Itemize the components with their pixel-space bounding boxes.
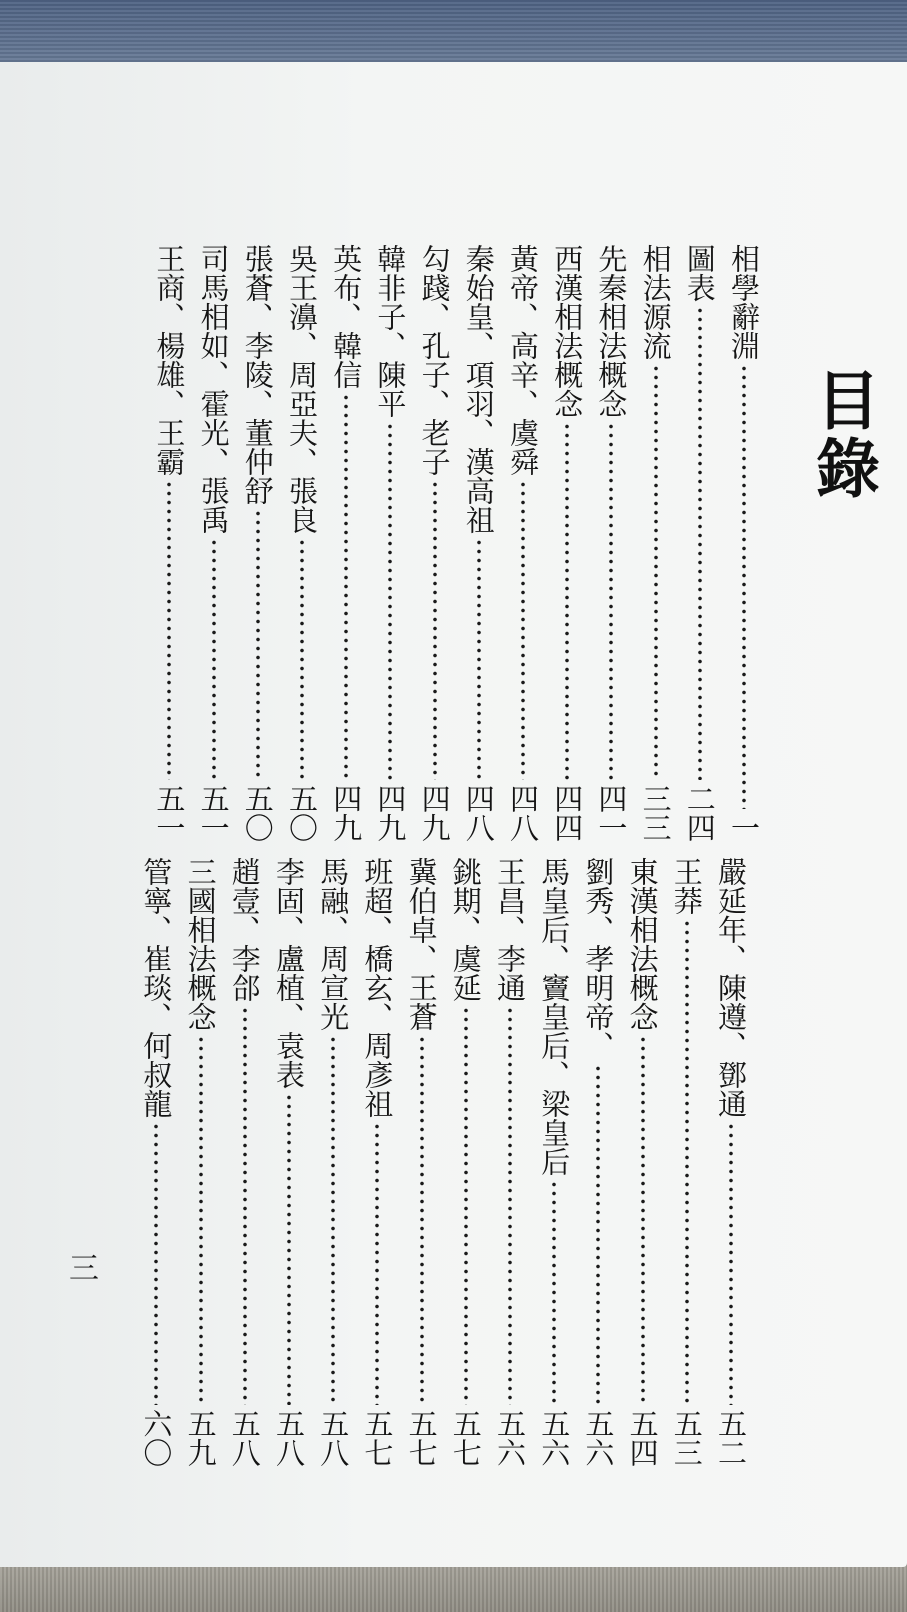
toc-entry	[665, 857, 709, 1467]
toc-entry	[501, 244, 545, 842]
toc-entry-page: 四九	[373, 784, 408, 842]
toc-entry-title: 圖表	[682, 244, 717, 302]
page-title: 目錄	[805, 367, 879, 503]
toc-entry-page: 四九	[329, 784, 364, 842]
toc-entry-page: 二四	[682, 784, 717, 842]
toc-entry-title: 相學辭淵	[727, 244, 761, 360]
toc-entry-page: 五八	[272, 1409, 306, 1467]
toc-entry-page: 五六	[581, 1409, 616, 1467]
toc-entry-page: 六〇	[139, 1409, 174, 1467]
dot-leader	[709, 1122, 753, 1405]
toc-entry-page: 五一	[196, 784, 231, 842]
dot-leader	[267, 1093, 311, 1405]
toc-entry-title: 司馬相如、霍光、張禹	[196, 244, 231, 534]
dot-leader	[192, 538, 236, 780]
dot-leader	[134, 1122, 178, 1405]
toc-entry-page: 四八	[461, 784, 496, 842]
toc-entry-title: 王昌、李通	[493, 857, 527, 1002]
toc-entry	[488, 857, 532, 1467]
toc-entry	[280, 244, 324, 842]
dot-leader	[488, 1006, 532, 1405]
toc-entry-page: 三三	[638, 784, 673, 842]
toc-entry-title: 趙壹、李郃	[227, 857, 262, 1002]
toc-entry	[413, 244, 457, 842]
dot-leader	[444, 1006, 488, 1405]
toc-entry-title: 張蒼、李陵、董仲舒	[240, 244, 275, 505]
toc-entry-title: 馬皇后、竇皇后、梁皇后	[537, 857, 572, 1176]
dot-leader	[545, 422, 589, 780]
toc-entry-page: 五一	[152, 784, 187, 842]
dot-leader	[532, 1180, 576, 1405]
toc-entry	[236, 244, 280, 842]
dot-leader	[678, 306, 722, 780]
toc-entry-page: 五〇	[285, 784, 319, 842]
dot-leader	[147, 480, 191, 780]
dot-leader	[665, 919, 709, 1405]
toc-entry-title: 馬融、周宣光	[316, 857, 351, 1031]
toc-entry	[223, 857, 267, 1467]
dot-leader	[311, 1035, 355, 1405]
toc-entry	[192, 244, 236, 842]
toc-entry-title: 韓非子、陳平	[373, 244, 408, 418]
dot-leader	[413, 480, 457, 780]
toc-entry-title: 先秦相法概念	[594, 244, 629, 418]
toc-entry	[179, 857, 223, 1467]
dot-leader	[634, 364, 678, 780]
toc-entry	[444, 857, 488, 1467]
toc-entry-page: 四四	[550, 784, 585, 842]
toc-entry	[545, 244, 589, 842]
dot-leader	[223, 1006, 267, 1405]
toc-entry-page: 五七	[360, 1409, 395, 1467]
dot-leader	[576, 1064, 620, 1405]
toc-entry	[621, 857, 665, 1467]
dot-leader	[400, 1035, 444, 1405]
toc-entry-page: 五六	[493, 1409, 527, 1467]
dot-leader	[179, 1035, 223, 1405]
dot-leader	[722, 364, 766, 809]
toc-entry-page: 四一	[594, 784, 629, 842]
toc-entry	[311, 857, 355, 1467]
toc-entry-page: 五七	[404, 1409, 439, 1467]
toc-entry-title: 王商、楊雄、王霸	[152, 244, 187, 476]
toc-entry-title: 銚期、虞延	[448, 857, 483, 1002]
toc-entry-title: 班超、橋玄、周彥祖	[360, 857, 395, 1118]
toc-entry-title: 英布、韓信	[329, 244, 364, 389]
toc-entry-title: 秦始皇、項羽、漢高祖	[461, 244, 496, 534]
toc-entry-page: 五六	[537, 1409, 572, 1467]
toc-entry-page: 五三	[669, 1409, 704, 1467]
dot-leader	[355, 1122, 399, 1405]
toc-entry-title: 李固、盧植、袁表	[272, 857, 306, 1089]
toc-entry-title: 相法源流	[638, 244, 673, 360]
toc-entry	[722, 244, 766, 842]
toc-entry-title: 冀伯卓、王蒼	[404, 857, 439, 1031]
toc-entry-page: 五八	[316, 1409, 351, 1467]
toc-entry	[634, 244, 678, 842]
toc-entry	[532, 857, 576, 1467]
toc-entry	[678, 244, 722, 842]
toc-entry-page: 五〇	[240, 784, 275, 842]
toc-entry-page: 五七	[448, 1409, 483, 1467]
toc-entry	[324, 244, 368, 842]
toc-entry-page: 五八	[227, 1409, 262, 1467]
page-number: 三	[63, 1252, 98, 1282]
toc-entry-title: 劉秀、孝明帝、	[581, 857, 616, 1060]
dot-leader	[501, 480, 545, 780]
toc-entry-page: 五四	[625, 1409, 660, 1467]
toc-entry	[134, 857, 178, 1467]
toc-entry-title: 勾踐、孔子、老子	[417, 244, 452, 476]
toc-entry-title: 吳王濞、周亞夫、張良	[285, 244, 319, 534]
toc-entry-title: 黃帝、高辛、虞舜	[506, 244, 540, 476]
toc-entry-title: 東漢相法概念	[625, 857, 660, 1031]
toc-entry-title: 管寧、崔琰、何叔龍	[139, 857, 174, 1118]
toc-entry	[457, 244, 501, 842]
toc-entry	[709, 857, 753, 1467]
toc-entry-page: 一	[727, 813, 761, 842]
toc-entry	[400, 857, 444, 1467]
dot-leader	[236, 509, 280, 780]
dot-leader	[324, 393, 368, 780]
dot-leader	[589, 422, 633, 780]
toc-entry	[368, 244, 412, 842]
toc-entry-page: 四八	[506, 784, 540, 842]
toc-entry	[355, 857, 399, 1467]
toc-entry	[576, 857, 620, 1467]
toc-entry-title: 三國相法概念	[183, 857, 218, 1031]
toc-entry-page: 四九	[417, 784, 452, 842]
toc-entry	[267, 857, 311, 1467]
gray-fabric-background	[0, 1560, 907, 1612]
toc-entry	[147, 244, 191, 842]
toc-entry-page: 五九	[183, 1409, 218, 1467]
dot-leader	[368, 422, 412, 780]
toc-entry-title: 西漢相法概念	[550, 244, 585, 418]
toc-entry-title: 嚴延年、陳遵、鄧通	[714, 857, 748, 1118]
toc-entry-title: 王莽	[669, 857, 704, 915]
book-page	[0, 62, 907, 1567]
dot-leader	[457, 538, 501, 780]
toc-entry-page: 五二	[714, 1409, 748, 1467]
dot-leader	[280, 538, 324, 780]
dot-leader	[621, 1035, 665, 1405]
toc-entry	[589, 244, 633, 842]
